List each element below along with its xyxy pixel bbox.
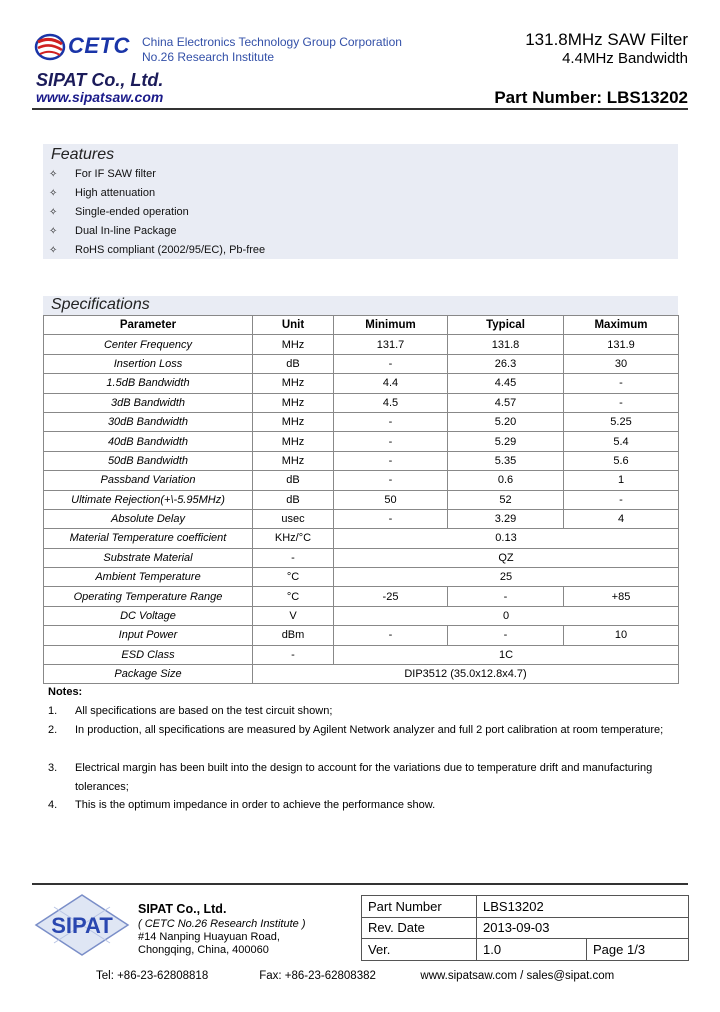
parameter-cell: Absolute Delay [44,509,253,528]
telephone: Tel: +86-23-62808818 [96,970,209,982]
unit-cell: MHz [253,374,334,393]
parameter-cell: Ultimate Rejection(+\-5.95MHz) [44,490,253,509]
unit-cell: °C [253,587,334,606]
typical-cell: - [448,626,564,645]
bullet-icon: ✧ [49,245,58,256]
minimum-cell: -25 [334,587,448,606]
minimum-cell: - [334,432,448,451]
minimum-cell: 4.4 [334,374,448,393]
version-label: Ver. [362,939,477,961]
unit-cell: dB [253,490,334,509]
maximum-cell: 5.6 [564,451,679,470]
contact-links[interactable]: www.sipatsaw.com / sales@sipat.com [420,970,615,982]
minimum-cell: - [334,626,448,645]
table-row [44,451,679,470]
corporation-name: China Electronics Technology Group Corporation [142,35,402,49]
unit-cell: MHz [253,412,334,431]
maximum-cell: - [564,393,679,412]
part-number: Part Number: LBS13202 [494,88,688,107]
feature-item: ✧ Dual In-line Package [49,225,177,237]
unit-cell: MHz [253,451,334,470]
typical-cell: 52 [448,490,564,509]
part-number-label: Part Number [362,896,477,918]
footer-address-line2: Chongqing, China, 400060 [138,944,269,956]
typical-cell: 26.3 [448,354,564,373]
typical-cell: 131.8 [448,335,564,354]
specifications-title: Specifications [51,296,150,313]
unit-cell: MHz [253,335,334,354]
feature-item: ✧ RoHS compliant (2002/95/EC), Pb-free [49,244,266,256]
parameter-cell: Center Frequency [44,335,253,354]
minimum-cell: - [334,412,448,431]
specifications-header [43,296,678,315]
value-cell: 25 [334,568,679,587]
column-header: Maximum [564,316,679,335]
bullet-icon: ✧ [49,169,58,180]
rev-date-value: 2013-09-03 [477,917,689,939]
typical-cell: 4.45 [448,374,564,393]
typical-cell: 0.6 [448,471,564,490]
unit-cell: °C [253,568,334,587]
unit-cell: MHz [253,432,334,451]
minimum-cell: - [334,354,448,373]
parameter-cell: DC Voltage [44,606,253,625]
specifications-table [43,315,679,684]
unit-cell: dB [253,354,334,373]
table-row [44,587,679,606]
table-row [44,568,679,587]
rev-date-label: Rev. Date [362,917,477,939]
header-divider [32,108,688,110]
svg-text:SIPAT: SIPAT [51,913,113,938]
column-header: Minimum [334,316,448,335]
maximum-cell: 5.4 [564,432,679,451]
parameter-cell: Operating Temperature Range [44,587,253,606]
parameter-cell: Substrate Material [44,548,253,567]
page-number: Page 1/3 [587,939,689,961]
value-cell: 0.13 [334,529,679,548]
table-row [44,490,679,509]
unit-cell: usec [253,509,334,528]
minimum-cell: 131.7 [334,335,448,354]
maximum-cell: 131.9 [564,335,679,354]
typical-cell: 5.20 [448,412,564,431]
minimum-cell: - [334,509,448,528]
maximum-cell: 1 [564,471,679,490]
website-link[interactable]: www.sipatsaw.com [36,89,164,105]
minimum-cell: - [334,471,448,490]
typical-cell: 4.57 [448,393,564,412]
column-header: Parameter [44,316,253,335]
table-row [362,939,689,961]
unit-cell: V [253,606,334,625]
maximum-cell: - [564,374,679,393]
maximum-cell: 10 [564,626,679,645]
bullet-icon: ✧ [49,188,58,199]
parameter-cell: Package Size [44,665,253,684]
unit-cell: MHz [253,393,334,412]
table-row [44,665,679,684]
product-bandwidth: 4.4MHz Bandwidth [562,50,688,67]
maximum-cell: 5.25 [564,412,679,431]
maximum-cell: 30 [564,354,679,373]
column-header: Typical [448,316,564,335]
feature-item: ✧ For IF SAW filter [49,168,156,180]
unit-cell: dBm [253,626,334,645]
version-value: 1.0 [477,939,587,961]
table-row [44,393,679,412]
parameter-cell: ESD Class [44,645,253,664]
table-row [44,412,679,431]
institute-name: No.26 Research Institute [142,50,275,64]
value-cell: 0 [334,606,679,625]
parameter-cell: Ambient Temperature [44,568,253,587]
table-row [44,645,679,664]
maximum-cell: 4 [564,509,679,528]
parameter-cell: 1.5dB Bandwidth [44,374,253,393]
table-header-row [44,316,679,335]
footer-institute: ( CETC No.26 Research Institute ) [138,918,306,930]
minimum-cell: 50 [334,490,448,509]
features-title: Features [51,146,115,163]
parameter-cell: 3dB Bandwidth [44,393,253,412]
footer-divider [32,883,688,885]
table-row [44,354,679,373]
company-name: SIPAT Co., Ltd. [36,70,164,90]
typical-cell: 5.29 [448,432,564,451]
value-cell: DIP3512 (35.0x12.8x4.7) [253,665,679,684]
maximum-cell: - [564,490,679,509]
table-row [44,529,679,548]
table-row [44,335,679,354]
revision-table [361,895,689,961]
minimum-cell: 4.5 [334,393,448,412]
cetc-logo-text: CETC [68,33,130,58]
feature-item: ✧ Single-ended operation [49,206,189,218]
parameter-cell: 40dB Bandwidth [44,432,253,451]
unit-cell: KHz/°C [253,529,334,548]
typical-cell: - [448,587,564,606]
table-row [44,471,679,490]
table-row [362,917,689,939]
unit-cell: dB [253,471,334,490]
column-header: Unit [253,316,334,335]
parameter-cell: Insertion Loss [44,354,253,373]
bullet-icon: ✧ [49,207,58,218]
table-row [44,374,679,393]
parameter-cell: Material Temperature coefficient [44,529,253,548]
value-cell: 1C [334,645,679,664]
parameter-cell: 30dB Bandwidth [44,412,253,431]
table-row [44,509,679,528]
value-cell: QZ [334,548,679,567]
parameter-cell: Passband Variation [44,471,253,490]
table-row [44,606,679,625]
table-row [44,432,679,451]
product-title: 131.8MHz SAW Filter [525,30,688,49]
typical-cell: 5.35 [448,451,564,470]
features-section [43,144,678,259]
fax: Fax: +86-23-62808382 [259,970,376,982]
footer-contact [96,970,614,982]
sipat-logo-icon [34,893,130,957]
part-number-value: LBS13202 [477,896,689,918]
table-row [362,896,689,918]
bullet-icon: ✧ [49,226,58,237]
parameter-cell: 50dB Bandwidth [44,451,253,470]
footer-address-line1: #14 Nanping Huayuan Road, [138,931,280,943]
unit-cell: - [253,645,334,664]
notes-title: Notes: [48,686,83,698]
table-row [44,548,679,567]
unit-cell: - [253,548,334,567]
maximum-cell: +85 [564,587,679,606]
footer-company-name: SIPAT Co., Ltd. [138,902,227,916]
parameter-cell: Input Power [44,626,253,645]
feature-item: ✧ High attenuation [49,187,156,199]
typical-cell: 3.29 [448,509,564,528]
minimum-cell: - [334,451,448,470]
table-row [44,626,679,645]
